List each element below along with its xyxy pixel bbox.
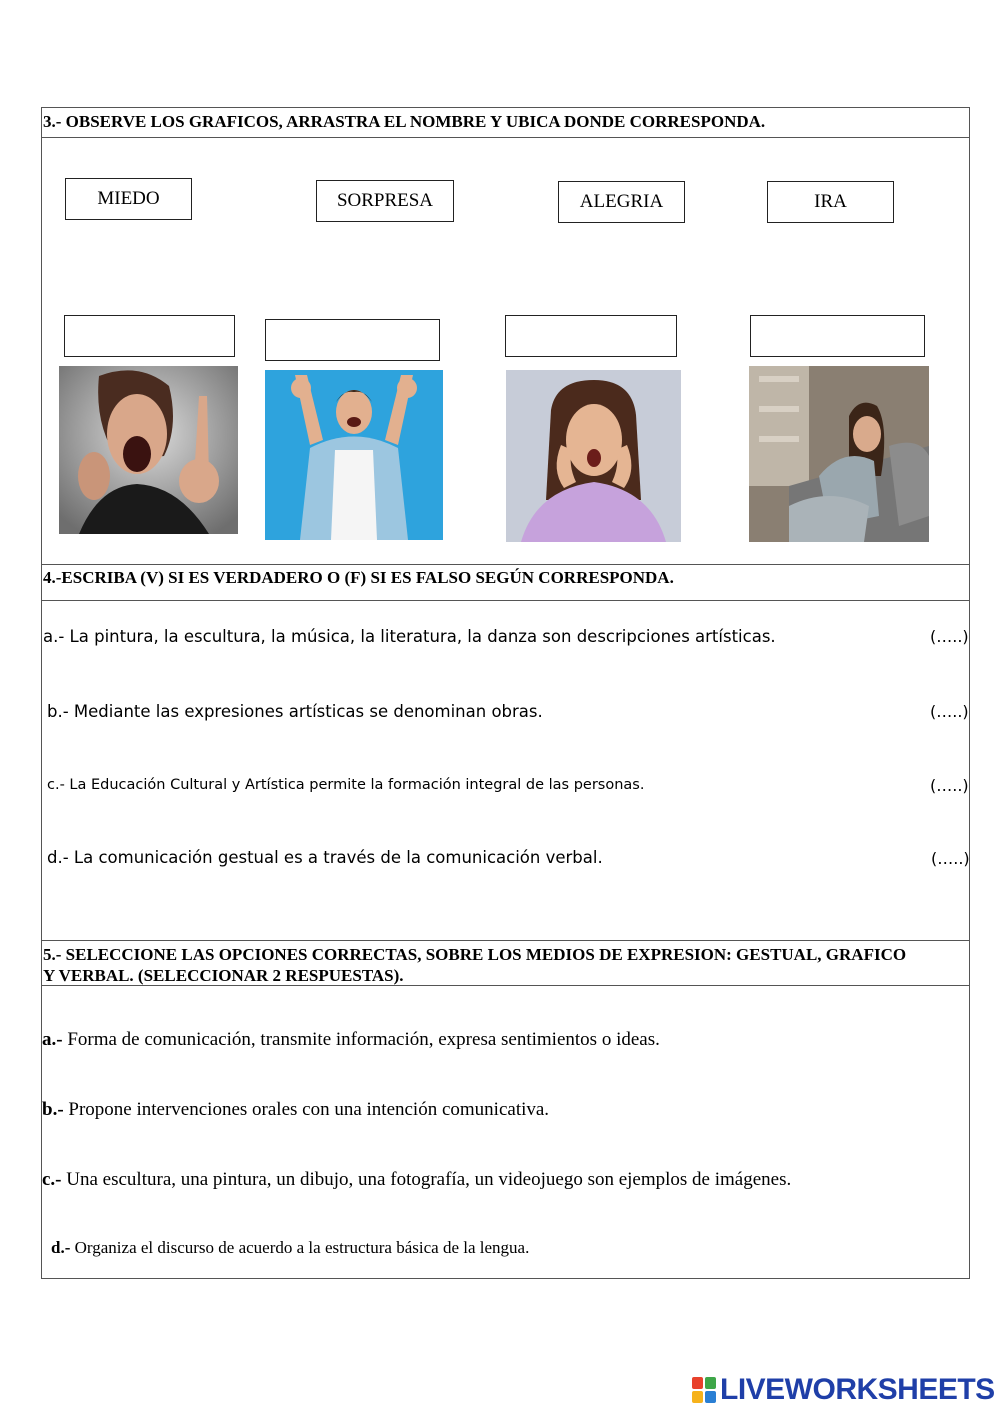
tf-answer-b[interactable]: (…..) xyxy=(930,702,969,721)
tf-answer-a[interactable]: (…..) xyxy=(930,627,969,646)
option-d[interactable] xyxy=(51,1238,529,1258)
divider xyxy=(42,137,969,138)
q5-title-line2: Y VERBAL. (SELECCIONAR 2 RESPUESTAS). xyxy=(43,966,404,985)
angry-woman-photo xyxy=(59,366,238,534)
option-c[interactable] xyxy=(42,1169,791,1191)
word-miedo[interactable]: MIEDO xyxy=(65,178,192,220)
worksheet xyxy=(41,107,970,1279)
option-letter: a.- xyxy=(42,1029,63,1050)
drop-box-2[interactable] xyxy=(265,319,440,361)
word-sorpresa[interactable]: SORPRESA xyxy=(316,180,454,222)
drop-box-1[interactable] xyxy=(64,315,235,357)
logo-tile xyxy=(692,1391,703,1403)
divider xyxy=(42,940,969,941)
q4-title: 4.-ESCRIBA (V) SI ES VERDADERO O (F) SI ES FALSO SEGÚN CORRESPONDA. xyxy=(43,568,674,587)
logo-tile xyxy=(705,1391,716,1403)
drop-box-4[interactable] xyxy=(750,315,925,357)
logo-tile xyxy=(692,1377,703,1389)
option-text: Organiza el discurso de acuerdo a la estructura básica de la lengua. xyxy=(70,1238,530,1257)
divider xyxy=(42,564,969,565)
tf-answer-d[interactable]: (…..) xyxy=(931,849,970,868)
tf-answer-c[interactable]: (…..) xyxy=(930,776,969,795)
option-letter: c.- xyxy=(42,1169,62,1190)
tf-statement-b: b.- Mediante las expresiones artísticas se denominan obras. xyxy=(47,702,543,721)
option-letter: b.- xyxy=(42,1099,64,1120)
happy-man-photo xyxy=(265,370,443,540)
word-alegria[interactable]: ALEGRIA xyxy=(558,181,685,223)
option-b[interactable] xyxy=(42,1099,549,1121)
liveworksheets-logo[interactable] xyxy=(692,1373,995,1407)
tf-statement-c: c.- La Educación Cultural y Artística permite la formación integral de las personas. xyxy=(47,777,645,793)
divider xyxy=(42,600,969,601)
option-letter: d.- xyxy=(51,1238,71,1257)
logo-tile xyxy=(705,1377,716,1389)
word-ira[interactable]: IRA xyxy=(767,181,894,223)
surprised-woman-photo xyxy=(506,370,681,542)
option-text: Una escultura, una pintura, un dibujo, una fotografía, un videojuego son ejemplos de imágenes. xyxy=(61,1169,792,1190)
q3-title: 3.- OBSERVE LOS GRAFICOS, ARRASTRA EL NOMBRE Y UBICA DONDE CORRESPONDA. xyxy=(43,112,766,131)
tf-statement-a: a.- La pintura, la escultura, la música, la literatura, la danza son descripciones artísticas. xyxy=(43,627,776,646)
scared-woman-photo xyxy=(749,366,929,542)
tf-statement-d: d.- La comunicación gestual es a través de la comunicación verbal. xyxy=(47,848,603,867)
option-text: Forma de comunicación, transmite información, expresa sentimientos o ideas. xyxy=(62,1029,660,1050)
option-a[interactable] xyxy=(42,1029,660,1051)
drop-box-3[interactable] xyxy=(505,315,677,357)
q5-title-line1: 5.- SELECCIONE LAS OPCIONES CORRECTAS, SOBRE LOS MEDIOS DE EXPRESION: GESTUAL, GRAFICO xyxy=(43,945,907,964)
option-text: Propone intervenciones orales con una intención comunicativa. xyxy=(63,1099,550,1120)
logo-mark-icon xyxy=(692,1377,716,1403)
logo-text: LIVEWORKSHEETS xyxy=(720,1373,995,1406)
divider xyxy=(42,985,969,986)
